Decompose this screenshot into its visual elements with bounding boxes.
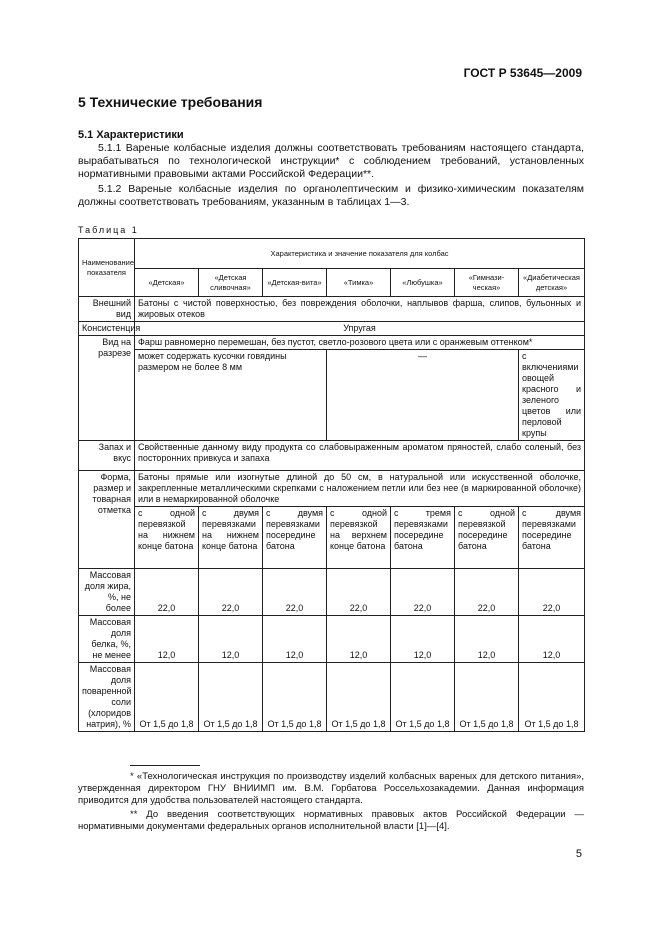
row-text: Батоны прямые или изогнутые длиной до 50 см, в натуральной или искусственной оболочке, закрепленные металлическими скрепками с наложением петли или без нее (в маркированной оболочке) или в немаркированной оболочке [135, 471, 585, 507]
value-cell: 12,0 [327, 616, 391, 663]
row-text: Батоны с чистой поверхностью, без повреждения оболочки, наплывов фарша, слипов, бульонных и жировых отеков [135, 297, 585, 322]
value-cell: От 1,5 до 1,8 [135, 663, 199, 732]
row-text: Упругая [135, 322, 585, 336]
row-name: Массовая доля поваренной соли (хлоридов натрия), % [79, 663, 135, 732]
header-col-gimnazicheskaya: «Гимнази-ческая» [455, 269, 519, 297]
shape-cell: с двумя перевязками на нижнем конце батона [199, 507, 263, 569]
value-cell: 22,0 [135, 569, 199, 616]
cut-vegetables-note: с включениями овощей красного и зеленого цветов или перловой крупы [519, 350, 585, 441]
value-cell: 22,0 [199, 569, 263, 616]
header-col-detskaya-slivochnaya: «Детская сливочная» [199, 269, 263, 297]
shape-cell: с двумя перевязками посередине батона [519, 507, 585, 569]
value-cell: От 1,5 до 1,8 [199, 663, 263, 732]
value-cell: 12,0 [455, 616, 519, 663]
value-cell: 12,0 [135, 616, 199, 663]
header-col-diabeticheskaya: «Диабетическая детская» [519, 269, 585, 297]
table-row [79, 336, 585, 350]
table-row [79, 616, 585, 663]
row-name: Консистенция [79, 322, 135, 336]
header-col-detskaya-vita: «Детская-вита» [263, 269, 327, 297]
table-row [79, 441, 585, 471]
value-cell: 12,0 [263, 616, 327, 663]
subsection-title: 5.1 Характеристики [78, 129, 184, 141]
footnote-2: ** До введения соответствующих нормативных правовых актов Российской Федерации — нормативными документами федеральных органов исполнительной власти [1]—[4]. [78, 809, 584, 832]
value-cell: От 1,5 до 1,8 [327, 663, 391, 732]
table-row [79, 350, 585, 441]
document-header: ГОСТ Р 53645—2009 [463, 66, 582, 80]
shape-cell: с одной перевязкой на нижнем конце батона [135, 507, 199, 569]
table-row [79, 663, 585, 732]
row-name: Форма, размер и товарная отметка [79, 471, 135, 569]
header-col-detskaya: «Детская» [135, 269, 199, 297]
row-name: Внешний вид [79, 297, 135, 322]
paragraph-5-1-2: 5.1.2 Вареные колбасные изделия по органолептическим и физико-химическим показателям должны соответствовать требованиям, указанным в таблицах 1—3. [78, 183, 584, 208]
row-name: Вид на разрезе [79, 336, 135, 441]
row-name: Запах и вкус [79, 441, 135, 471]
value-cell: От 1,5 до 1,8 [519, 663, 585, 732]
value-cell: 22,0 [263, 569, 327, 616]
footnote-1: * «Технологическая инструкция по производству изделий колбасных вареных для детского питания», утвержденная директором ГНУ ВНИИМП им. В.М. Горбатова Россельхозакадемии. Данная информация приводится для удобства пользователей настоящего стандарта. [78, 771, 584, 806]
shape-cell: с одной перевязкой на верхнем конце батона [327, 507, 391, 569]
table-row [79, 507, 585, 569]
table-row [79, 569, 585, 616]
header-group: Характеристика и значение показателя для колбас [135, 239, 585, 269]
row-name: Массовая доля жира, %, не более [79, 569, 135, 616]
value-cell: 12,0 [391, 616, 455, 663]
cut-beef-note: может содержать кусочки говядины размером не более 8 мм [135, 350, 327, 441]
header-col-timka: «Тимка» [327, 269, 391, 297]
footnote-divider [130, 765, 200, 766]
value-cell: 22,0 [455, 569, 519, 616]
value-cell: От 1,5 до 1,8 [455, 663, 519, 732]
table-row [79, 471, 585, 507]
shape-cell: с тремя перевязками посередине батона [391, 507, 455, 569]
value-cell: 12,0 [199, 616, 263, 663]
page-number: 5 [575, 848, 582, 860]
value-cell: От 1,5 до 1,8 [263, 663, 327, 732]
table-row [79, 297, 585, 322]
section-title: 5 Технические требования [78, 94, 263, 110]
header-col-lyubushka: «Любушка» [391, 269, 455, 297]
value-cell: 12,0 [519, 616, 585, 663]
table-row [79, 322, 585, 336]
value-cell: От 1,5 до 1,8 [391, 663, 455, 732]
shape-cell: с одной перевязкой посередине батона [455, 507, 519, 569]
paragraph-5-1-1: 5.1.1 Вареные колбасные изделия должны соответствовать требованиям настоящего стандарта, вырабатываться по технологической инструкции* с соблюдением требований, установленных нормативными правовыми актами Российской Федерации**. [78, 142, 584, 180]
requirements-table [78, 238, 585, 732]
value-cell: 22,0 [519, 569, 585, 616]
shape-cell: с двумя перевязками посередине батона [263, 507, 327, 569]
row-name: Массовая доля белка, %, не менее [79, 616, 135, 663]
cut-dash: — [327, 350, 519, 441]
header-indicator-name: Наименование показателя [79, 239, 135, 297]
value-cell: 22,0 [391, 569, 455, 616]
row-text: Свойственные данному виду продукта со слабовыраженным ароматом пряностей, слабо соленый, без посторонних привкуса и запаха [135, 441, 585, 471]
value-cell: 22,0 [327, 569, 391, 616]
row-text: Фарш равномерно перемешан, без пустот, светло-розового цвета или с оранжевым оттенком* [135, 336, 585, 350]
table-caption: Таблица 1 [78, 225, 139, 235]
